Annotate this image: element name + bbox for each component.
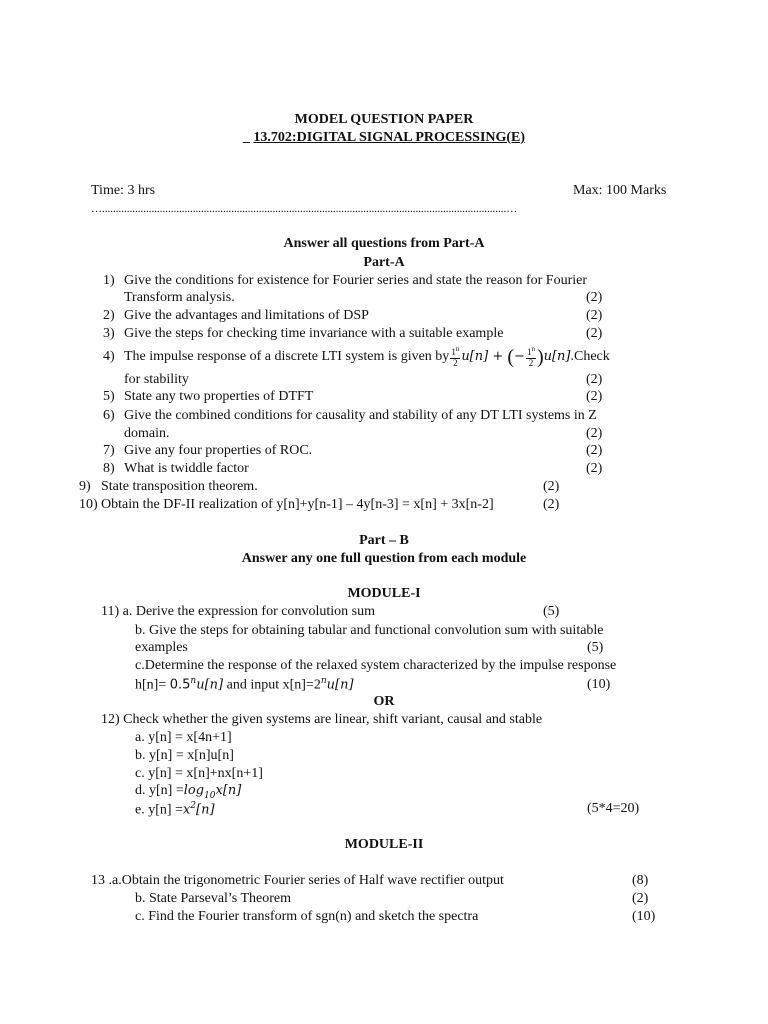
- q4-fraction-a: $\frac{1^n}{2}$: [451, 345, 460, 368]
- q7-marks: (2): [586, 443, 603, 458]
- paper-title: MODEL QUESTION PAPER: [294, 112, 474, 127]
- q3-text: Give the steps for checking time invariance with a suitable example: [124, 326, 504, 341]
- q13c-marks: (10): [632, 909, 656, 924]
- or-divider: OR: [373, 694, 395, 709]
- q2-marks: (2): [586, 308, 603, 323]
- q12b-text: b. y[n] = x[n]u[n]: [135, 748, 234, 763]
- q12-marks: (5*4=20): [587, 801, 640, 816]
- q4-number: 4): [103, 349, 115, 364]
- q3-number: 3): [103, 326, 115, 341]
- q4-fraction-b: $\frac{1^n}{2}$: [526, 345, 535, 368]
- q5-number: 5): [103, 389, 115, 404]
- q2-text: Give the advantages and limitations of DSP: [124, 308, 369, 323]
- module-1-heading: MODULE-I: [347, 586, 421, 601]
- q4-text-cont: for stability: [124, 372, 189, 387]
- q11a-marks: (5): [543, 604, 560, 619]
- q12c-text: c. y[n] = x[n]+nx[n+1]: [135, 766, 263, 781]
- q11c-formula: $h[n]= 0.5^nu[n]$ and input $x[n]=2^nu[n]$: [135, 676, 354, 693]
- q9-text: State transposition theorem.: [101, 479, 258, 494]
- q12-text: 12) Check whether the given systems are linear, shift variant, causal and stable: [101, 712, 543, 727]
- q4-text: The impulse response of a discrete LTI system is given by: [124, 349, 450, 365]
- q12e-text: e. $y[n] =x^2[n]$: [135, 801, 215, 818]
- exam-time: Time: 3 hrs: [91, 183, 156, 198]
- q10-text: Obtain the DF-II realization of y[n]+y[n-1] – 4y[n-3] = x[n] + 3x[n-2]: [101, 497, 494, 512]
- q5-text: State any two properties of DTFT: [124, 389, 314, 404]
- q8-marks: (2): [586, 461, 603, 476]
- q6-marks: (2): [586, 426, 603, 441]
- q11c-text: c.Determine the response of the relaxed system characterized by the impulse response: [135, 658, 617, 673]
- q5-marks: (2): [586, 389, 603, 404]
- q10-marks: (2): [543, 497, 560, 512]
- q1-text-cont: Transform analysis.: [124, 290, 235, 305]
- q4-line: The impulse response of a discrete LTI system is given by $\frac{1^n}{2}$ u[n] + (− $\frac{1^n}{2}$ )u[n].Check: [124, 345, 610, 368]
- q11b-text-cont: examples: [135, 640, 188, 655]
- q13b-text: b. State Parseval’s Theorem: [135, 891, 292, 906]
- q6-text: Give the combined conditions for causality and stability of any DT LTI systems in Z: [124, 408, 597, 423]
- q1-text: Give the conditions for existence for Fourier series and state the reason for Fourier: [124, 273, 588, 288]
- q11a-text: 11) a. Derive the expression for convolution sum: [101, 604, 375, 619]
- q13a-text: 13 .a.Obtain the trigonometric Fourier series of Half wave rectifier output: [91, 873, 504, 888]
- q7-number: 7): [103, 443, 115, 458]
- q4-text-after: .Check: [570, 349, 610, 365]
- part-b-instruction: Answer any one full question from each module: [241, 551, 527, 566]
- module-2-heading: MODULE-II: [344, 837, 424, 852]
- q4-formula-u2: u[n]: [543, 349, 571, 365]
- q4-marks: (2): [586, 372, 603, 387]
- q11b-text: b. Give the steps for obtaining tabular and functional convolution sum with suitable: [135, 623, 604, 638]
- q3-marks: (2): [586, 326, 603, 341]
- q13c-text: c. Find the Fourier transform of sgn(n) and sketch the spectra: [135, 909, 479, 924]
- q10-number: 10): [79, 497, 98, 512]
- q12d-text: d. $y[n] =\log_{10}x[n]$: [135, 783, 242, 801]
- q1-number: 1): [103, 273, 115, 288]
- q13b-marks: (2): [632, 891, 649, 906]
- part-a-instruction: Answer all questions from Part-A: [283, 236, 485, 251]
- q7-text: Give any four properties of ROC.: [124, 443, 313, 458]
- part-b-heading: Part – B: [359, 533, 409, 548]
- q11c-marks: (10): [587, 677, 611, 692]
- dotted-rule: …...................................................................................................................................................…: [91, 204, 518, 215]
- paper-subtitle: _ 13.702:DIGITAL SIGNAL PROCESSING(E): [242, 130, 526, 145]
- q8-text: What is twiddle factor: [124, 461, 249, 476]
- q8-number: 8): [103, 461, 115, 476]
- q4-formula-u1: u[n] +: [461, 349, 508, 365]
- q2-number: 2): [103, 308, 115, 323]
- q1-marks: (2): [586, 290, 603, 305]
- q13a-marks: (8): [632, 873, 649, 888]
- q6-text-cont: domain.: [124, 426, 170, 441]
- q9-marks: (2): [543, 479, 560, 494]
- q6-number: 6): [103, 408, 115, 423]
- q12a-text: a. y[n] = x[4n+1]: [135, 730, 232, 745]
- max-marks: Max: 100 Marks: [573, 183, 667, 198]
- q9-number: 9): [79, 479, 91, 494]
- q11b-marks: (5): [587, 640, 604, 655]
- part-a-heading: Part-A: [363, 255, 405, 270]
